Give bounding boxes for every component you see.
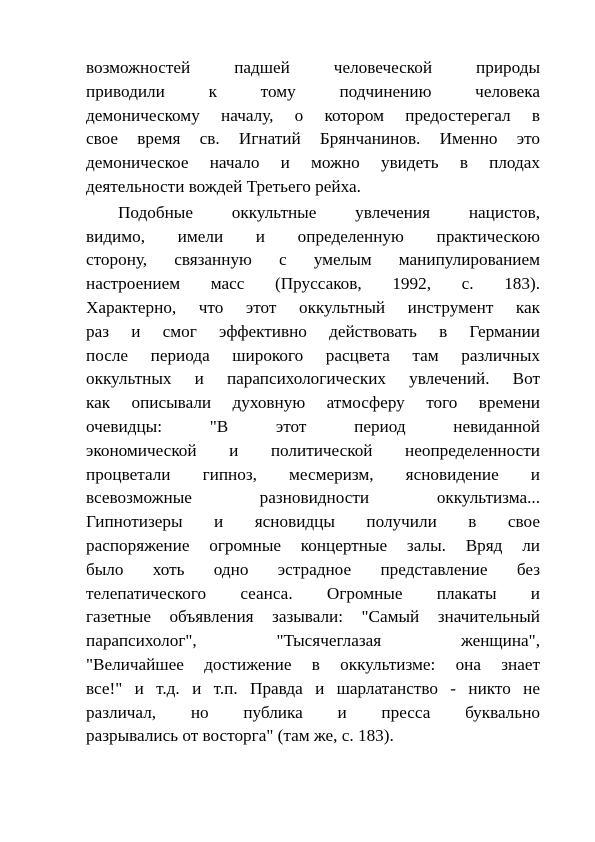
text-line: очевидцы: "В этот период невиданной xyxy=(86,416,540,436)
text-line: после периода широкого расцвета там различных xyxy=(86,345,540,365)
text-line: разрывались от восторга" (там же, с. 183). xyxy=(86,726,394,746)
text-line: сторону, связанную с умелым манипулированием xyxy=(86,250,540,270)
text-line: Характерно, что этот оккультный инструмент как xyxy=(86,297,540,317)
text-line: "Величайшее достижение в оккультизме: она знает xyxy=(86,654,540,674)
text-line: демоническое начало и можно увидеть в плодах xyxy=(86,153,540,173)
paragraph-2 xyxy=(86,201,540,748)
paragraph-1 xyxy=(86,56,540,199)
text-line: различал, но публика и пресса буквально xyxy=(86,702,540,722)
text-line: экономической и политической неопределенности xyxy=(86,440,540,460)
document-page xyxy=(86,56,540,748)
text-line: всевозможные разновидности оккультизма... xyxy=(86,488,540,508)
text-line: настроением масс (Пруссаков, 1992, с. 183). xyxy=(86,274,540,294)
text-line: было хоть одно эстрадное представление без xyxy=(86,559,540,579)
text-line: парапсихолог", "Тысячеглазая женщина", xyxy=(86,631,540,651)
text-line: распоряжение огромные концертные залы. Вряд ли xyxy=(86,535,540,555)
text-line: видимо, имели и определенную практическою xyxy=(86,226,540,246)
text-line: все!" и т.д. и т.п. Правда и шарлатанство - никто не xyxy=(86,678,540,698)
text-line: деятельности вождей Третьего рейха. xyxy=(86,176,361,196)
text-line: Подобные оккультные увлечения нацистов, xyxy=(118,202,540,222)
text-line: как описывали духовную атмосферу того времени xyxy=(86,393,540,413)
text-line: приводили к тому подчинению человека xyxy=(86,81,540,101)
text-line: процветали гипноз, месмеризм, ясновидение и xyxy=(86,464,540,484)
text-line: телепатического сеанса. Огромные плакаты и xyxy=(86,583,540,603)
text-line: свое время св. Игнатий Брянчанинов. Именно это xyxy=(86,129,540,149)
text-line: раз и смог эффективно действовать в Германии xyxy=(86,321,540,341)
text-line: оккультных и парапсихологических увлечений. Вот xyxy=(86,369,540,389)
text-line: Гипнотизеры и ясновидцы получили в свое xyxy=(86,512,540,532)
text-line: демоническому началу, о котором предостерегал в xyxy=(86,105,540,125)
text-line: возможностей падшей человеческой природы xyxy=(86,58,540,77)
text-line: газетные объявления зазывали: "Самый значительный xyxy=(86,607,540,627)
